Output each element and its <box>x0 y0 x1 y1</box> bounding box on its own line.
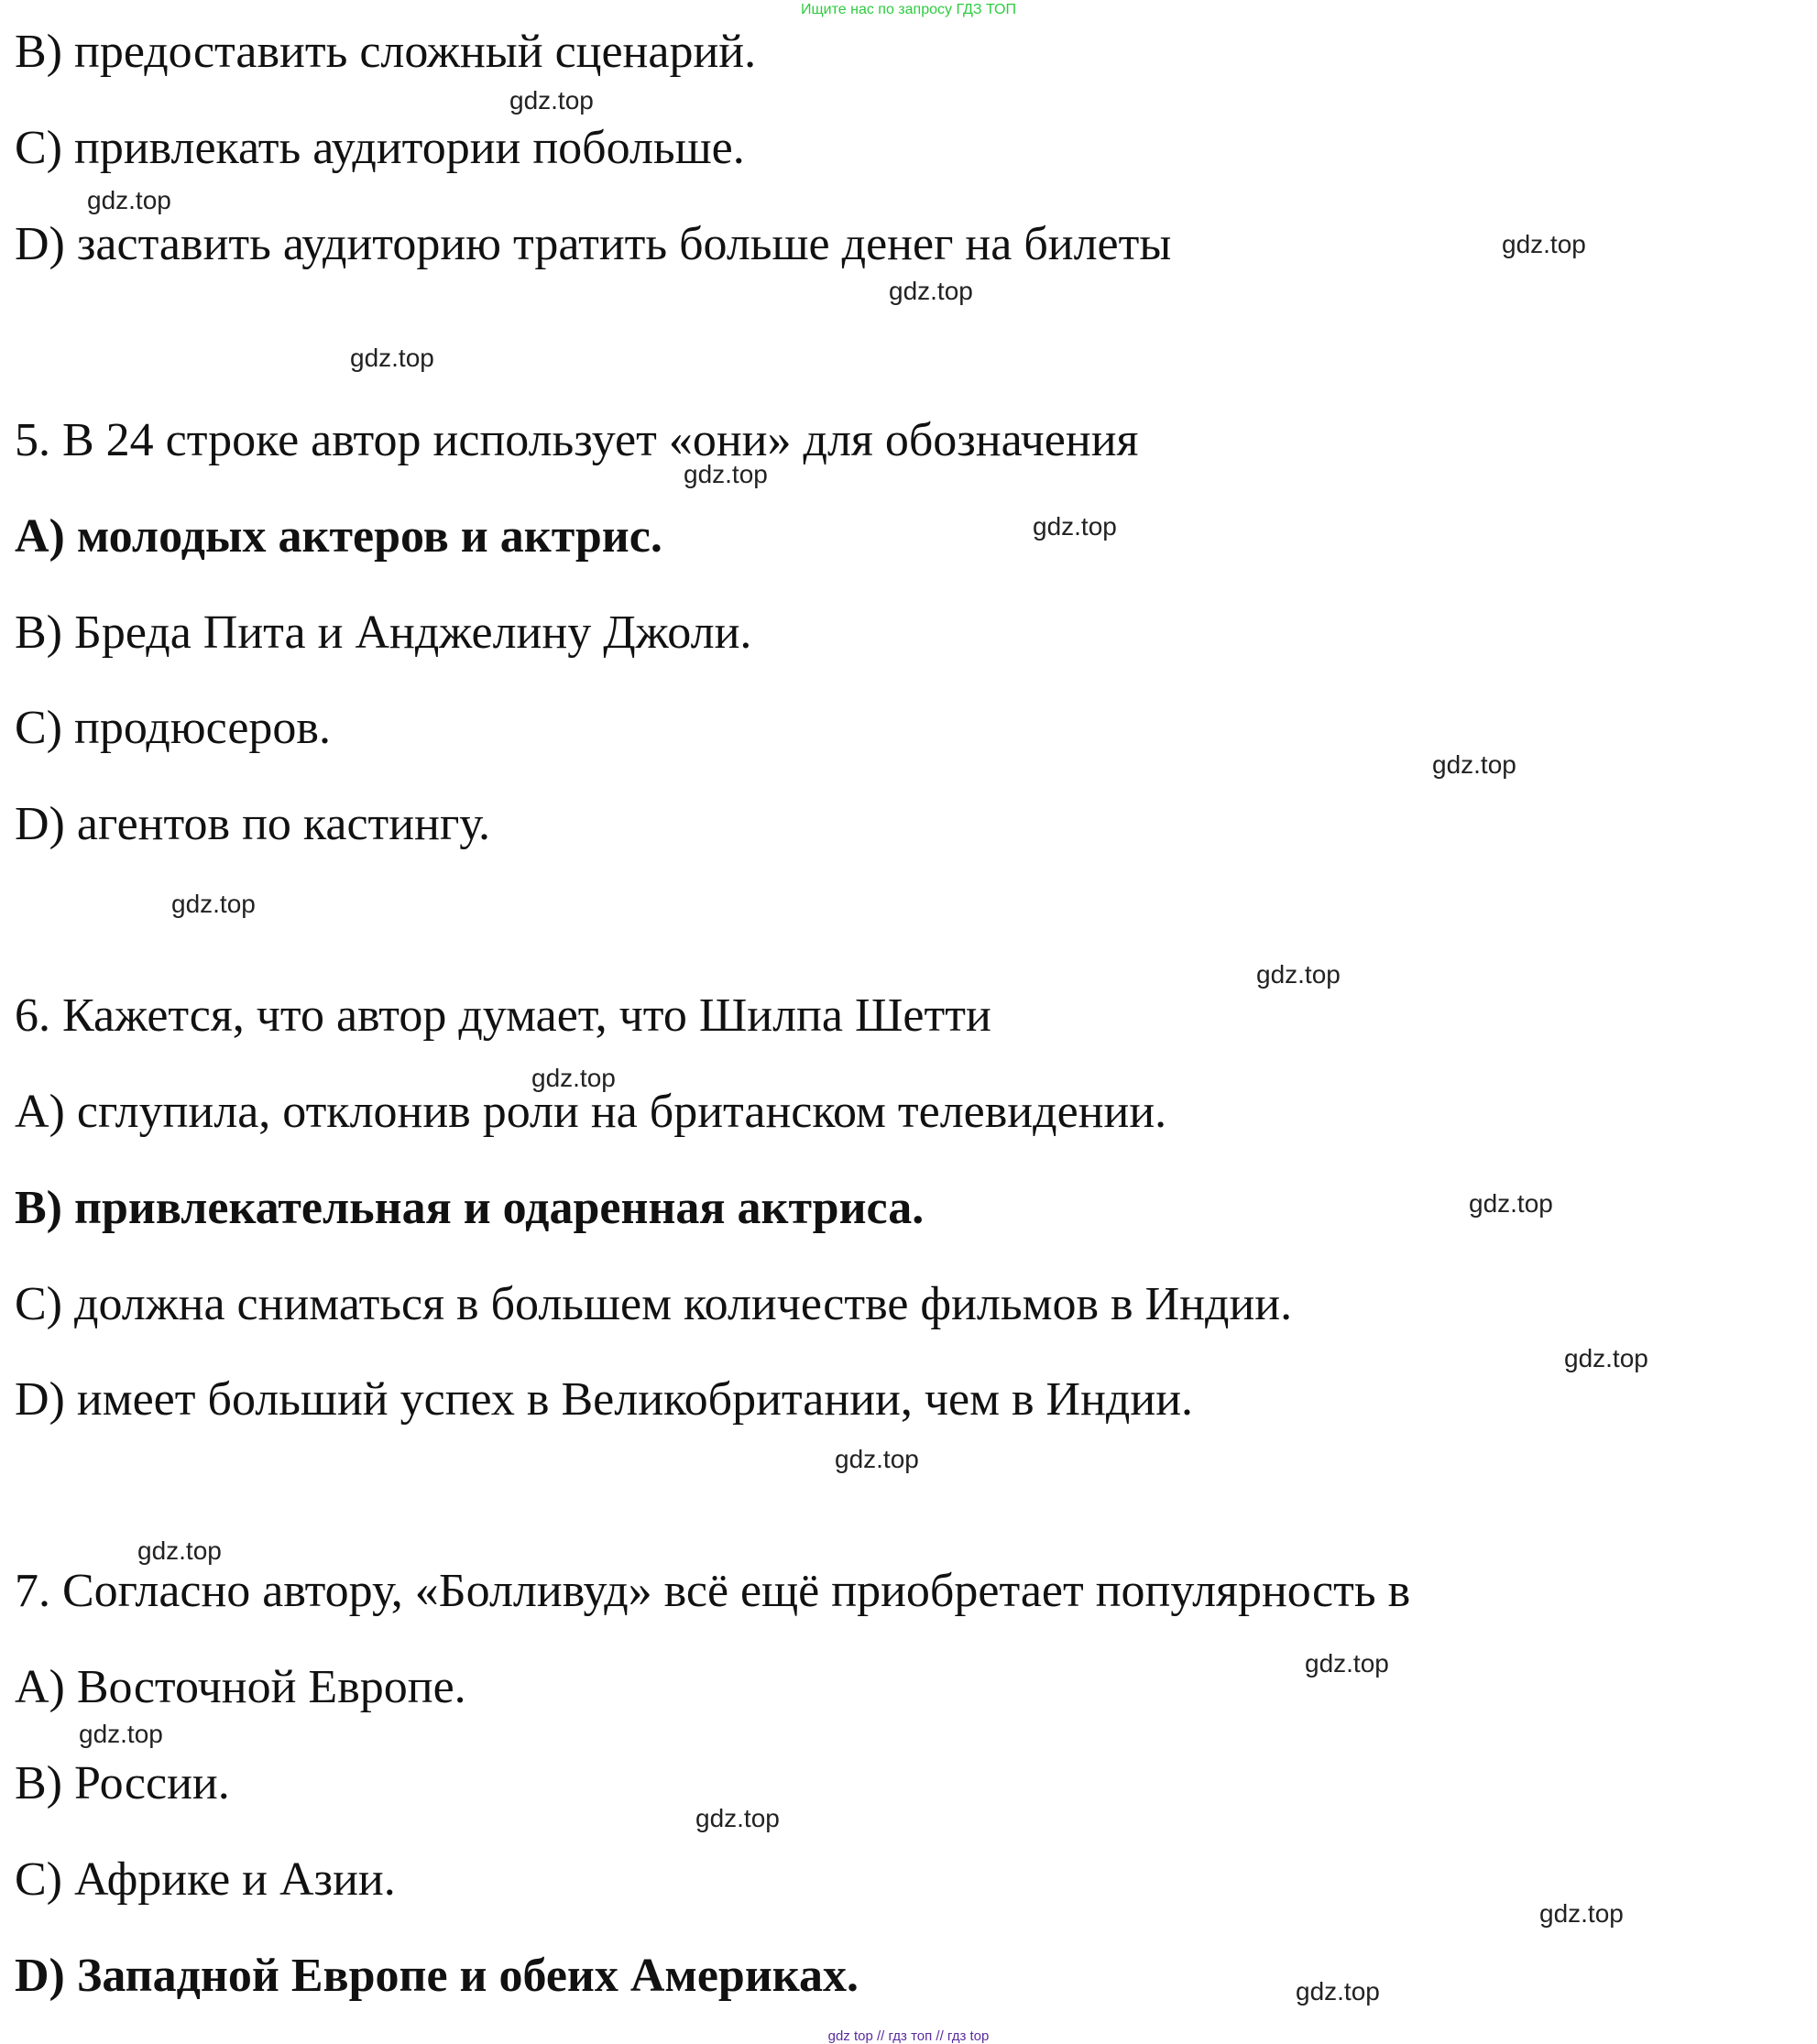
watermark: gdz.top <box>1469 1189 1553 1218</box>
watermark: gdz.top <box>1256 960 1341 989</box>
watermark: gdz.top <box>1432 750 1516 779</box>
watermark: gdz.top <box>79 1720 163 1748</box>
watermark: gdz.top <box>1033 512 1117 541</box>
watermark: gdz.top <box>1564 1344 1648 1372</box>
q6-option-c: C) должна сниматься в большем количестве фильмов в Индии. <box>15 1278 1293 1330</box>
top-banner: Ищите нас по запросу ГДЗ ТОП <box>801 2 1016 17</box>
q7-option-a: A) Восточной Европе. <box>15 1661 466 1713</box>
q4-option-c: C) привлекать аудитории побольше. <box>15 122 745 174</box>
q6-option-b-answer: B) привлекательная и одаренная актриса. <box>15 1182 925 1234</box>
q6-question: 6. Кажется, что автор думает, что Шилпа Шетти <box>15 989 991 1042</box>
watermark: gdz.top <box>171 890 256 918</box>
q5-option-c: C) продюсеров. <box>15 702 331 754</box>
watermark: gdz.top <box>1539 1899 1624 1928</box>
watermark: gdz.top <box>350 344 434 372</box>
watermark: gdz.top <box>87 186 171 214</box>
q7-question: 7. Согласно автору, «Болливуд» всё ещё приобретает популярность в <box>15 1565 1411 1617</box>
watermark: gdz.top <box>889 277 973 305</box>
q5-option-d: D) агентов по кастингу. <box>15 798 491 850</box>
q7-option-c: C) Африке и Азии. <box>15 1853 396 1906</box>
q5-question: 5. В 24 строке автор использует «они» для обозначения <box>15 414 1139 466</box>
watermark: gdz.top <box>684 460 768 488</box>
watermark: gdz.top <box>531 1064 616 1092</box>
watermark: gdz.top <box>1305 1649 1389 1678</box>
q6-option-d: D) имеет больший успех в Великобритании, чем в Индии. <box>15 1373 1194 1426</box>
watermark: gdz.top <box>509 86 594 115</box>
q7-option-d-answer: D) Западной Европе и обеих Америках. <box>15 1950 859 2002</box>
watermark: gdz.top <box>695 1804 780 1832</box>
watermark: gdz.top <box>137 1536 222 1565</box>
watermark: gdz.top <box>1502 230 1586 258</box>
bottom-banner: gdz top // гдз топ // гдз top <box>827 2028 990 2044</box>
q5-option-a-answer: A) молодых актеров и актрис. <box>15 510 662 563</box>
q5-option-b: B) Бреда Пита и Анджелину Джоли. <box>15 607 752 659</box>
watermark: gdz.top <box>835 1445 919 1473</box>
watermark: gdz.top <box>1296 1977 1380 2006</box>
q4-option-d: D) заставить аудиторию тратить больше денег на билеты <box>15 218 1172 270</box>
q7-option-b: B) России. <box>15 1757 230 1809</box>
q4-option-b: B) предоставить сложный сценарий. <box>15 26 757 78</box>
q6-option-a: A) сглупила, отклонив роли на британском телевидении. <box>15 1086 1167 1138</box>
